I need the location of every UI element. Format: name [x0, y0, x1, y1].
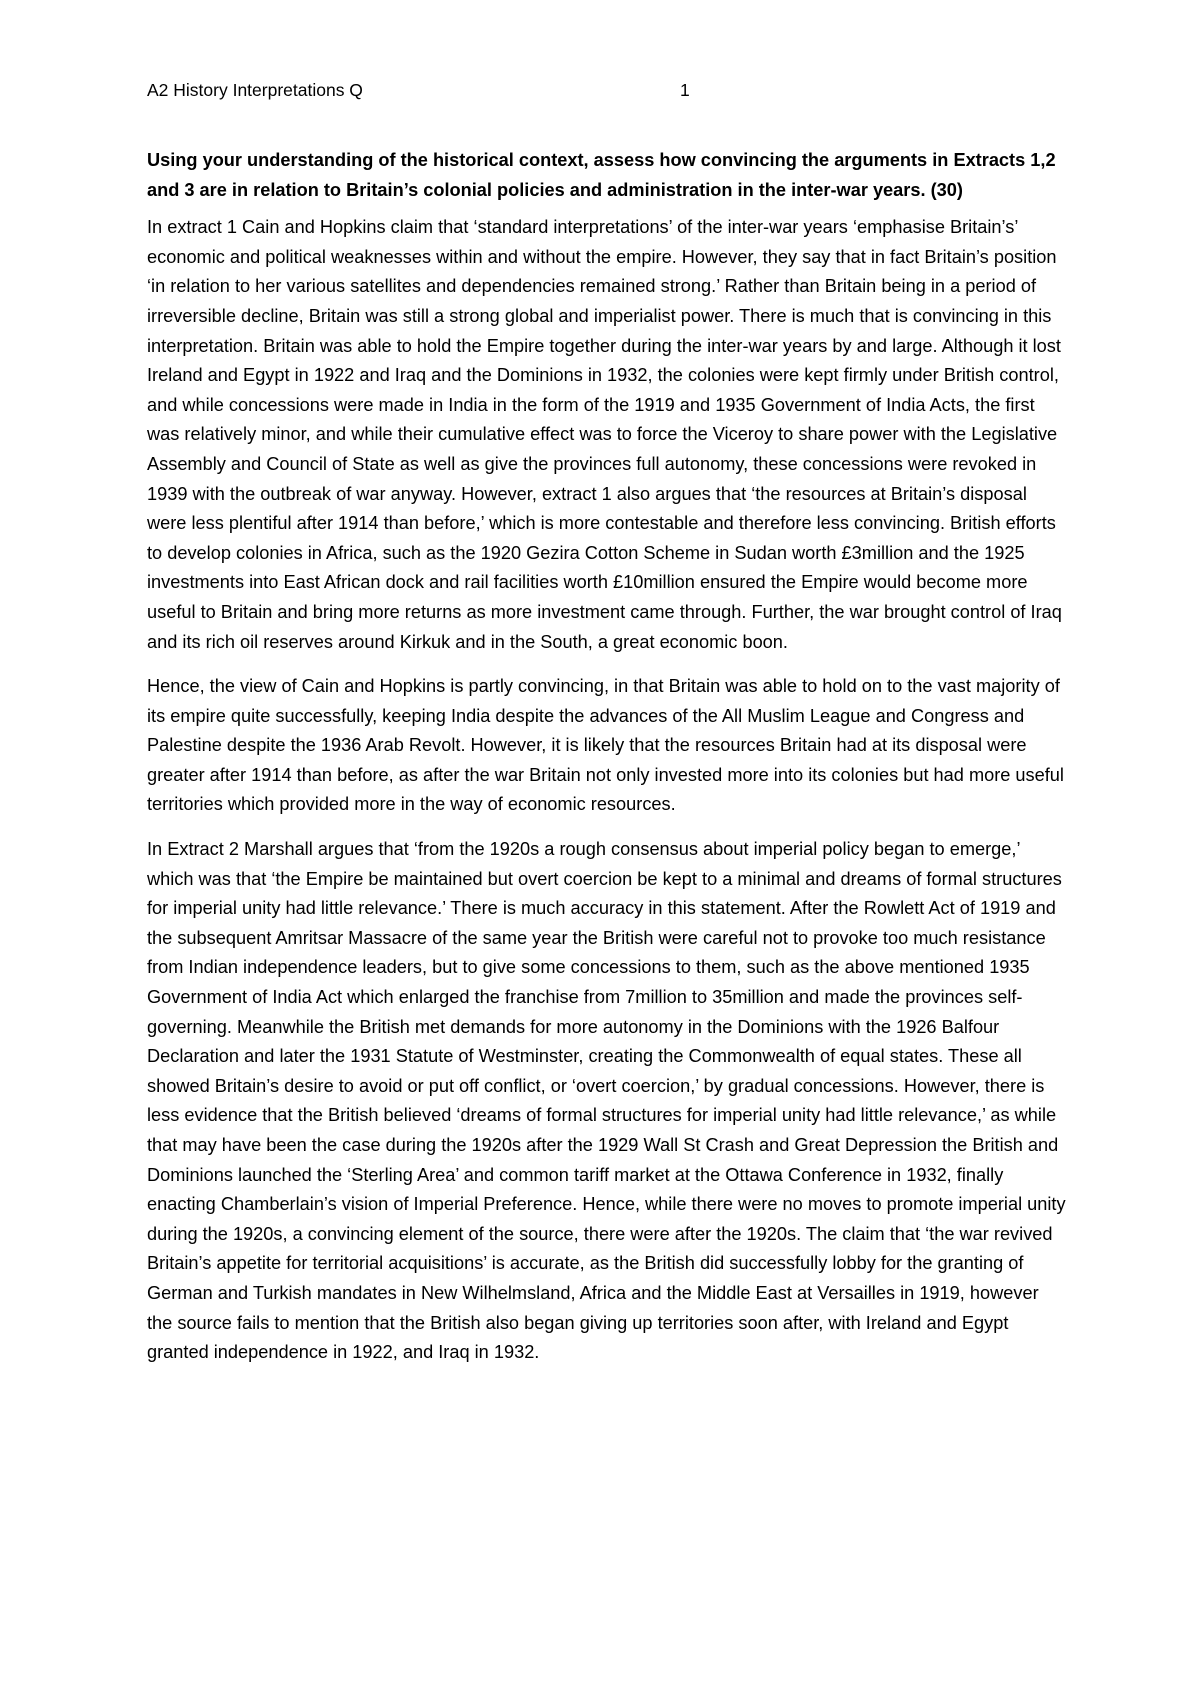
paragraph-extract-1: In extract 1 Cain and Hopkins claim that ‘standard interpretations’ of the inter-war years ‘emphasise Britain’s’ economic and political weaknesses within and without the empire. However, they say that in fact Britain’s position ‘in relation to her various satellites and dependencies remained strong.’ Rather than Britain being in a period of irreversible decline, Britain was still a strong global and imperialist power. There is much that is convincing in this interpretation. Britain was able to hold the Empire together during the inter-war years by and large. Although it lost Ireland and Egypt in 1922 and Iraq and the Dominions in 1932, the colonies were kept firmly under British control, and while concessions were made in India in the form of the 1919 and 1935 Government of India Acts, the first was relatively minor, and while their cumulative effect was to force the Viceroy to share power with the Legislative Assembly and Council of State as well as give the provinces full autonomy, these concessions were revoked in 1939 with the outbreak of war anyway. However, extract 1 also argues that ‘the resources at Britain’s disposal were less plentiful after 1914 than before,’ which is more contestable and therefore less convincing. British efforts to develop colonies in Africa, such as the 1920 Gezira Cotton Scheme in Sudan worth £3million and the 1925 investments into East African dock and rail facilities worth £10million ensured the Empire would become more useful to Britain and bring more returns as more investment came through. Further, the war brought control of Iraq and its rich oil reserves around Kirkuk and in the South, a great economic boon. [147, 217, 1062, 652]
page-header [147, 76, 707, 104]
paragraph-extract-2: In Extract 2 Marshall argues that ‘from the 1920s a rough consensus about imperial policy began to emerge,’ which was that ‘the Empire be maintained but overt coercion be kept to a minimal and dreams of formal structures for imperial unity had little relevance.’ There is much accuracy in this statement. After the Rowlett Act of 1919 and the subsequent Amritsar Massacre of the same year the British were careful not to provoke too much resistance from Indian independence leaders, but to give some concessions to them, such as the above mentioned 1935 Government of India Act which enlarged the franchise from 7million to 35million and made the provinces self-governing. Meanwhile the British met demands for more autonomy in the Dominions with the 1926 Balfour Declaration and later the 1931 Statute of Westminster, creating the Commonwealth of equal states. These all showed Britain’s desire to avoid or put off conflict, or ‘overt coercion,’ by gradual concessions. However, there is less evidence that the British believed ‘dreams of formal structures for imperial unity had little relevance,’ as while that may have been the case during the 1920s after the 1929 Wall St Crash and Great Depression the British and Dominions launched the ‘Sterling Area’ and common tariff market at the Ottawa Conference in 1932, finally enacting Chamberlain’s vision of Imperial Preference. Hence, while there were no moves to promote imperial unity during the 1920s, a convincing element of the source, there were after the 1920s. The claim that ‘the war revived Britain’s appetite for territorial acquisitions’ is accurate, as the British did successfully lobby for the granting of German and Turkish mandates in New Wilhelmsland, Africa and the Middle East at Versailles in 1919, however the source fails to mention that the British also began giving up territories soon after, with Ireland and Egypt granted independence in 1922, and Iraq in 1932. [147, 839, 1066, 1363]
document-body [147, 146, 1067, 1383]
essay-question: Using your understanding of the historical context, assess how convincing the arguments in Extracts 1,2 and 3 are in relation to Britain’s colonial policies and administration in the inter-war years. (30) [147, 150, 1056, 200]
page-number: 1 [680, 80, 690, 100]
document-title: A2 History Interpretations Q [147, 80, 363, 100]
paragraph-cain-hopkins-conclusion: Hence, the view of Cain and Hopkins is partly convincing, in that Britain was able to hold on to the vast majority of its empire quite successfully, keeping India despite the advances of the All Muslim League and Congress and Palestine despite the 1936 Arab Revolt. However, it is likely that the resources Britain had at its disposal were greater after 1914 than before, as after the war Britain not only invested more into its colonies but had more useful territories which provided more in the way of economic resources. [147, 676, 1064, 815]
